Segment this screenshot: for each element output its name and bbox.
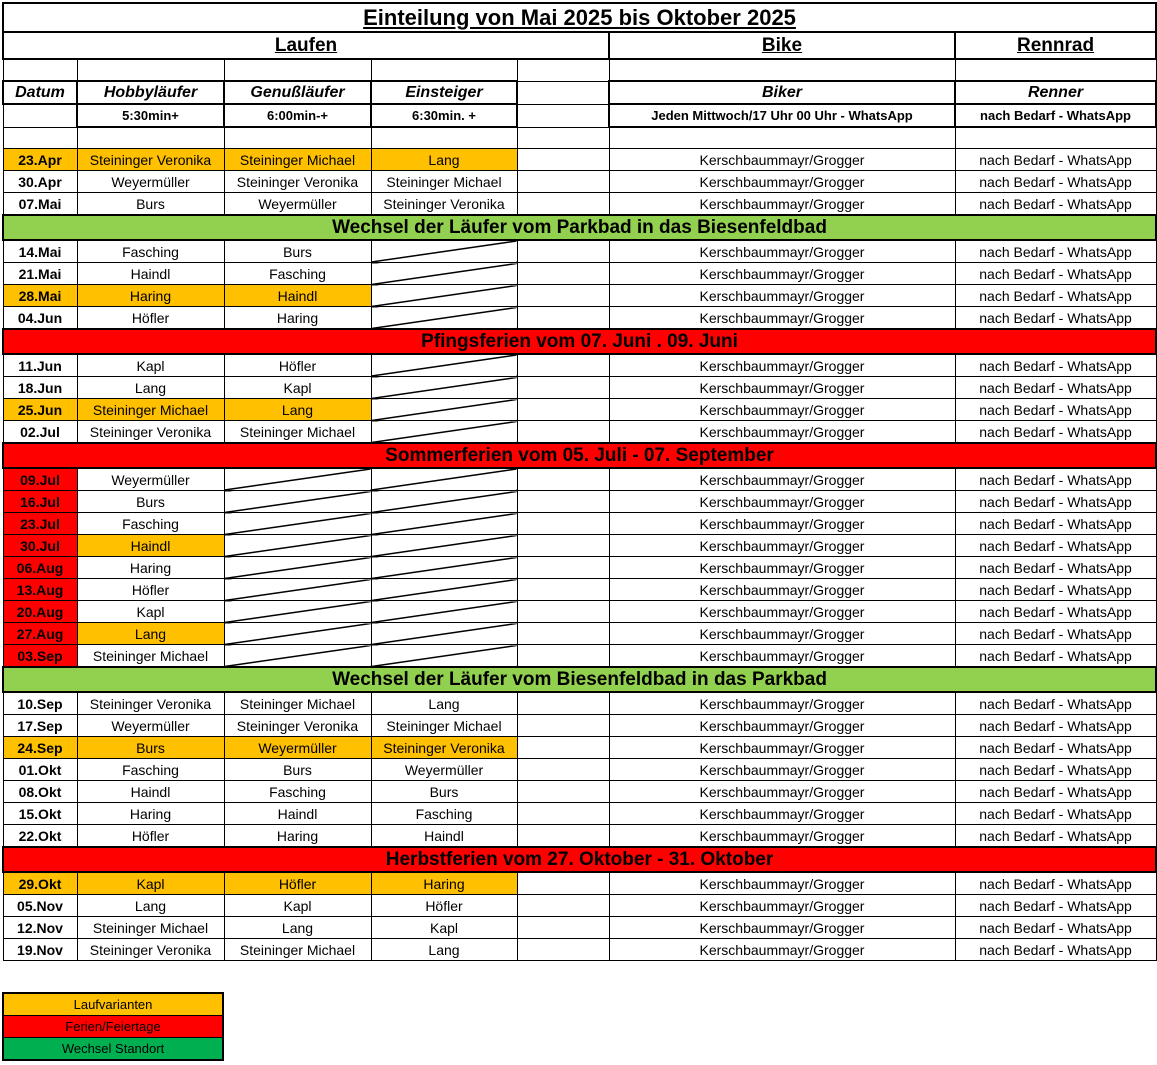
- empty-cell: [517, 623, 609, 645]
- date-cell: 27.Aug: [3, 623, 77, 645]
- genuss-cell: Kapl: [224, 895, 371, 917]
- schedule-row: [3, 399, 1156, 421]
- renner-cell: nach Bedarf - WhatsApp: [955, 354, 1156, 377]
- bike-cell: Kerschbaummayr/Grogger: [609, 759, 955, 781]
- einsteiger-cell: [371, 354, 517, 377]
- schedule-row: [3, 872, 1156, 895]
- genuss-cell: Fasching: [224, 263, 371, 285]
- einsteiger-cell: [371, 285, 517, 307]
- empty-cell: [517, 468, 609, 491]
- einsteiger-cell: Fasching: [371, 803, 517, 825]
- renner-cell: nach Bedarf - WhatsApp: [955, 737, 1156, 759]
- empty-cell: [517, 579, 609, 601]
- hobby-cell: Kapl: [77, 872, 224, 895]
- empty-cell: [517, 825, 609, 848]
- genuss-cell: Burs: [224, 240, 371, 263]
- empty-cell: [517, 513, 609, 535]
- hobby-cell: Haindl: [77, 535, 224, 557]
- genuss-cell: Lang: [224, 917, 371, 939]
- separator-banner: Herbstferien vom 27. Oktober - 31. Oktober: [3, 847, 1156, 872]
- renner-cell: nach Bedarf - WhatsApp: [955, 307, 1156, 330]
- hobby-cell: Lang: [77, 895, 224, 917]
- group-laufen: Laufen: [3, 32, 609, 59]
- hobby-cell: Haindl: [77, 781, 224, 803]
- empty-cell: [517, 59, 609, 81]
- einsteiger-cell: Höfler: [371, 895, 517, 917]
- schedule-row: [3, 193, 1156, 216]
- sheet-title: Einteilung von Mai 2025 bis Oktober 2025: [3, 3, 1156, 32]
- renner-cell: nach Bedarf - WhatsApp: [955, 377, 1156, 399]
- bike-cell: Kerschbaummayr/Grogger: [609, 513, 955, 535]
- genuss-cell: Haindl: [224, 803, 371, 825]
- genuss-cell: Steininger Veronika: [224, 171, 371, 193]
- renner-cell: nach Bedarf - WhatsApp: [955, 601, 1156, 623]
- date-cell: 14.Mai: [3, 240, 77, 263]
- speed-einsteiger: 6:30min. +: [371, 104, 517, 127]
- hobby-cell: Steininger Veronika: [77, 421, 224, 444]
- bike-cell: Kerschbaummayr/Grogger: [609, 623, 955, 645]
- hobby-cell: Burs: [77, 193, 224, 216]
- date-cell: 06.Aug: [3, 557, 77, 579]
- empty-cell: [517, 737, 609, 759]
- einsteiger-cell: Haring: [371, 872, 517, 895]
- einsteiger-cell: [371, 468, 517, 491]
- empty-cell: [517, 645, 609, 668]
- empty-cell: [517, 939, 609, 961]
- bike-cell: Kerschbaummayr/Grogger: [609, 601, 955, 623]
- bike-cell: Kerschbaummayr/Grogger: [609, 715, 955, 737]
- separator-row: [3, 443, 1156, 468]
- empty-cell: [609, 59, 955, 81]
- empty-cell: [517, 240, 609, 263]
- bike-cell: Kerschbaummayr/Grogger: [609, 803, 955, 825]
- genuss-cell: Höfler: [224, 872, 371, 895]
- einsteiger-cell: [371, 240, 517, 263]
- renner-cell: nach Bedarf - WhatsApp: [955, 803, 1156, 825]
- bike-cell: Kerschbaummayr/Grogger: [609, 240, 955, 263]
- genuss-cell: [224, 468, 371, 491]
- bike-cell: Kerschbaummayr/Grogger: [609, 149, 955, 171]
- renner-cell: nach Bedarf - WhatsApp: [955, 579, 1156, 601]
- schedule-row: [3, 285, 1156, 307]
- date-cell: 01.Okt: [3, 759, 77, 781]
- col-header-renner: Renner: [955, 81, 1156, 104]
- separator-banner: Pfingsferien vom 07. Juni . 09. Juni: [3, 329, 1156, 354]
- empty-cell: [517, 421, 609, 444]
- einsteiger-cell: Steininger Veronika: [371, 193, 517, 216]
- schedule-row: [3, 737, 1156, 759]
- renner-cell: nach Bedarf - WhatsApp: [955, 645, 1156, 668]
- bike-cell: Kerschbaummayr/Grogger: [609, 377, 955, 399]
- renner-cell: nach Bedarf - WhatsApp: [955, 895, 1156, 917]
- empty-cell: [517, 535, 609, 557]
- renner-cell: nach Bedarf - WhatsApp: [955, 781, 1156, 803]
- schedule-row: [3, 149, 1156, 171]
- schedule-row: [3, 307, 1156, 330]
- einsteiger-cell: [371, 377, 517, 399]
- col-header-hobby: Hobbyläufer: [77, 81, 224, 104]
- genuss-cell: [224, 491, 371, 513]
- genuss-cell: Steininger Michael: [224, 149, 371, 171]
- einsteiger-cell: [371, 535, 517, 557]
- date-cell: 16.Jul: [3, 491, 77, 513]
- hobby-cell: Steininger Michael: [77, 399, 224, 421]
- date-cell: 17.Sep: [3, 715, 77, 737]
- hobby-cell: Fasching: [77, 759, 224, 781]
- einsteiger-cell: [371, 645, 517, 668]
- renner-cell: nach Bedarf - WhatsApp: [955, 825, 1156, 848]
- empty-cell: [77, 59, 224, 81]
- group-rennrad: Rennrad: [955, 32, 1156, 59]
- legend-item: Ferien/Feiertage: [4, 1016, 222, 1038]
- hobby-cell: Weyermüller: [77, 171, 224, 193]
- date-cell: 23.Apr: [3, 149, 77, 171]
- bike-cell: Kerschbaummayr/Grogger: [609, 193, 955, 216]
- hobby-cell: Steininger Michael: [77, 917, 224, 939]
- hobby-cell: Lang: [77, 623, 224, 645]
- date-cell: 02.Jul: [3, 421, 77, 444]
- date-cell: 25.Jun: [3, 399, 77, 421]
- einsteiger-cell: Kapl: [371, 917, 517, 939]
- einsteiger-cell: Lang: [371, 939, 517, 961]
- empty-cell: [517, 104, 609, 127]
- schedule-row: [3, 557, 1156, 579]
- schedule-row: [3, 623, 1156, 645]
- date-cell: 03.Sep: [3, 645, 77, 668]
- date-cell: 21.Mai: [3, 263, 77, 285]
- empty-cell: [517, 715, 609, 737]
- date-cell: 04.Jun: [3, 307, 77, 330]
- renner-cell: nach Bedarf - WhatsApp: [955, 240, 1156, 263]
- genuss-cell: [224, 513, 371, 535]
- genuss-cell: [224, 645, 371, 668]
- schedule-row: [3, 759, 1156, 781]
- date-cell: 15.Okt: [3, 803, 77, 825]
- schedule-row: [3, 513, 1156, 535]
- col-header-biker: Biker: [609, 81, 955, 104]
- renner-cell: nach Bedarf - WhatsApp: [955, 149, 1156, 171]
- einsteiger-cell: [371, 307, 517, 330]
- date-cell: 11.Jun: [3, 354, 77, 377]
- empty-cell: [517, 354, 609, 377]
- renner-cell: nach Bedarf - WhatsApp: [955, 399, 1156, 421]
- hobby-cell: Höfler: [77, 579, 224, 601]
- separator-row: [3, 847, 1156, 872]
- empty-cell: [517, 193, 609, 216]
- schedule-table: [2, 2, 1157, 961]
- genuss-cell: Weyermüller: [224, 737, 371, 759]
- separator-row: [3, 329, 1156, 354]
- genuss-cell: Fasching: [224, 781, 371, 803]
- empty-cell: [517, 307, 609, 330]
- speed-hobby: 5:30min+: [77, 104, 224, 127]
- genuss-cell: Haring: [224, 307, 371, 330]
- bike-cell: Kerschbaummayr/Grogger: [609, 171, 955, 193]
- empty-cell: [955, 59, 1156, 81]
- empty-cell: [517, 81, 609, 104]
- date-cell: 12.Nov: [3, 917, 77, 939]
- group-bike: Bike: [609, 32, 955, 59]
- einsteiger-cell: Lang: [371, 149, 517, 171]
- empty-cell: [955, 127, 1156, 149]
- renner-cell: nach Bedarf - WhatsApp: [955, 759, 1156, 781]
- einsteiger-cell: [371, 399, 517, 421]
- speed-genuss: 6:00min-+: [224, 104, 371, 127]
- empty-cell: [517, 399, 609, 421]
- genuss-cell: [224, 535, 371, 557]
- legend-item: Wechsel Standort: [4, 1038, 222, 1059]
- bike-cell: Kerschbaummayr/Grogger: [609, 645, 955, 668]
- einsteiger-cell: [371, 601, 517, 623]
- empty-cell: [371, 59, 517, 81]
- date-cell: 30.Jul: [3, 535, 77, 557]
- speed-biker: Jeden Mittwoch/17 Uhr 00 Uhr - WhatsApp: [609, 104, 955, 127]
- genuss-cell: [224, 601, 371, 623]
- date-cell: 18.Jun: [3, 377, 77, 399]
- renner-cell: nach Bedarf - WhatsApp: [955, 917, 1156, 939]
- schedule-row: [3, 895, 1156, 917]
- bike-cell: Kerschbaummayr/Grogger: [609, 535, 955, 557]
- einsteiger-cell: [371, 579, 517, 601]
- empty-cell: [517, 285, 609, 307]
- empty-cell: [517, 759, 609, 781]
- renner-cell: nach Bedarf - WhatsApp: [955, 421, 1156, 444]
- renner-cell: nach Bedarf - WhatsApp: [955, 872, 1156, 895]
- genuss-cell: Haindl: [224, 285, 371, 307]
- renner-cell: nach Bedarf - WhatsApp: [955, 557, 1156, 579]
- bike-cell: Kerschbaummayr/Grogger: [609, 421, 955, 444]
- einsteiger-cell: [371, 421, 517, 444]
- date-cell: 22.Okt: [3, 825, 77, 848]
- bike-cell: Kerschbaummayr/Grogger: [609, 825, 955, 848]
- col-header-datum: Datum: [3, 81, 77, 104]
- date-cell: 05.Nov: [3, 895, 77, 917]
- genuss-cell: Höfler: [224, 354, 371, 377]
- hobby-cell: Haring: [77, 557, 224, 579]
- renner-cell: nach Bedarf - WhatsApp: [955, 285, 1156, 307]
- renner-cell: nach Bedarf - WhatsApp: [955, 468, 1156, 491]
- einsteiger-cell: [371, 513, 517, 535]
- date-cell: 08.Okt: [3, 781, 77, 803]
- hobby-cell: Haring: [77, 803, 224, 825]
- hobby-cell: Fasching: [77, 240, 224, 263]
- empty-cell: [517, 692, 609, 715]
- schedule-row: [3, 825, 1156, 848]
- date-cell: 09.Jul: [3, 468, 77, 491]
- bike-cell: Kerschbaummayr/Grogger: [609, 468, 955, 491]
- empty-cell: [517, 127, 609, 149]
- schedule-row: [3, 692, 1156, 715]
- bike-cell: Kerschbaummayr/Grogger: [609, 354, 955, 377]
- genuss-cell: Steininger Michael: [224, 692, 371, 715]
- bike-cell: Kerschbaummayr/Grogger: [609, 491, 955, 513]
- schedule-row: [3, 421, 1156, 444]
- date-cell: 29.Okt: [3, 872, 77, 895]
- hobby-cell: Fasching: [77, 513, 224, 535]
- hobby-cell: Steininger Michael: [77, 645, 224, 668]
- empty-cell: [517, 895, 609, 917]
- genuss-cell: Lang: [224, 399, 371, 421]
- bike-cell: Kerschbaummayr/Grogger: [609, 307, 955, 330]
- empty-cell: [517, 263, 609, 285]
- empty-cell: [224, 127, 371, 149]
- bike-cell: Kerschbaummayr/Grogger: [609, 263, 955, 285]
- genuss-cell: [224, 557, 371, 579]
- renner-cell: nach Bedarf - WhatsApp: [955, 535, 1156, 557]
- genuss-cell: Haring: [224, 825, 371, 848]
- date-cell: 28.Mai: [3, 285, 77, 307]
- bike-cell: Kerschbaummayr/Grogger: [609, 737, 955, 759]
- einsteiger-cell: [371, 623, 517, 645]
- date-cell: 30.Apr: [3, 171, 77, 193]
- einsteiger-cell: Steininger Michael: [371, 715, 517, 737]
- genuss-cell: Steininger Michael: [224, 939, 371, 961]
- schedule-row: [3, 803, 1156, 825]
- schedule-row: [3, 377, 1156, 399]
- hobby-cell: Steininger Veronika: [77, 939, 224, 961]
- empty-cell: [517, 557, 609, 579]
- renner-cell: nach Bedarf - WhatsApp: [955, 491, 1156, 513]
- empty-cell: [3, 127, 77, 149]
- einsteiger-cell: Steininger Michael: [371, 171, 517, 193]
- empty-cell: [77, 127, 224, 149]
- empty-cell: [371, 127, 517, 149]
- renner-cell: nach Bedarf - WhatsApp: [955, 263, 1156, 285]
- genuss-cell: Steininger Veronika: [224, 715, 371, 737]
- hobby-cell: Lang: [77, 377, 224, 399]
- legend-item: Laufvarianten: [4, 994, 222, 1016]
- empty-cell: [517, 149, 609, 171]
- bike-cell: Kerschbaummayr/Grogger: [609, 285, 955, 307]
- bike-cell: Kerschbaummayr/Grogger: [609, 781, 955, 803]
- schedule-row: [3, 354, 1156, 377]
- schedule-row: [3, 645, 1156, 668]
- einsteiger-cell: Lang: [371, 692, 517, 715]
- hobby-cell: Kapl: [77, 354, 224, 377]
- einsteiger-cell: [371, 491, 517, 513]
- schedule-row: [3, 601, 1156, 623]
- schedule-row: [3, 263, 1156, 285]
- genuss-cell: [224, 579, 371, 601]
- date-cell: 13.Aug: [3, 579, 77, 601]
- schedule-row: [3, 240, 1156, 263]
- bike-cell: Kerschbaummayr/Grogger: [609, 917, 955, 939]
- separator-banner: Sommerferien vom 05. Juli - 07. September: [3, 443, 1156, 468]
- date-cell: 10.Sep: [3, 692, 77, 715]
- einsteiger-cell: Haindl: [371, 825, 517, 848]
- genuss-cell: Steininger Michael: [224, 421, 371, 444]
- hobby-cell: Haindl: [77, 263, 224, 285]
- schedule-row: [3, 939, 1156, 961]
- hobby-cell: Steininger Veronika: [77, 149, 224, 171]
- einsteiger-cell: Steininger Veronika: [371, 737, 517, 759]
- hobby-cell: Höfler: [77, 307, 224, 330]
- bike-cell: Kerschbaummayr/Grogger: [609, 895, 955, 917]
- separator-banner: Wechsel der Läufer vom Parkbad in das Biesenfeldbad: [3, 215, 1156, 240]
- schedule-row: [3, 535, 1156, 557]
- col-header-einsteiger: Einsteiger: [371, 81, 517, 104]
- bike-cell: Kerschbaummayr/Grogger: [609, 939, 955, 961]
- separator-banner: Wechsel der Läufer vom Biesenfeldbad in das Parkbad: [3, 667, 1156, 692]
- bike-cell: Kerschbaummayr/Grogger: [609, 579, 955, 601]
- schedule-row: [3, 579, 1156, 601]
- hobby-cell: Weyermüller: [77, 715, 224, 737]
- hobby-cell: Weyermüller: [77, 468, 224, 491]
- bike-cell: Kerschbaummayr/Grogger: [609, 872, 955, 895]
- legend: [2, 992, 224, 1061]
- empty-cell: [517, 377, 609, 399]
- empty-cell: [224, 59, 371, 81]
- einsteiger-cell: [371, 263, 517, 285]
- separator-row: [3, 667, 1156, 692]
- empty-cell: [517, 171, 609, 193]
- empty-cell: [3, 59, 77, 81]
- date-cell: 19.Nov: [3, 939, 77, 961]
- renner-cell: nach Bedarf - WhatsApp: [955, 513, 1156, 535]
- einsteiger-cell: [371, 557, 517, 579]
- renner-cell: nach Bedarf - WhatsApp: [955, 171, 1156, 193]
- renner-cell: nach Bedarf - WhatsApp: [955, 692, 1156, 715]
- empty-cell: [609, 127, 955, 149]
- renner-cell: nach Bedarf - WhatsApp: [955, 623, 1156, 645]
- renner-cell: nach Bedarf - WhatsApp: [955, 715, 1156, 737]
- col-header-genuss: Genußläufer: [224, 81, 371, 104]
- date-cell: 07.Mai: [3, 193, 77, 216]
- einsteiger-cell: Weyermüller: [371, 759, 517, 781]
- date-cell: 20.Aug: [3, 601, 77, 623]
- date-cell: 24.Sep: [3, 737, 77, 759]
- hobby-cell: Burs: [77, 737, 224, 759]
- renner-cell: nach Bedarf - WhatsApp: [955, 939, 1156, 961]
- renner-cell: nach Bedarf - WhatsApp: [955, 193, 1156, 216]
- schedule-row: [3, 171, 1156, 193]
- empty-cell: [517, 803, 609, 825]
- speed-renner: nach Bedarf - WhatsApp: [955, 104, 1156, 127]
- bike-cell: Kerschbaummayr/Grogger: [609, 557, 955, 579]
- separator-row: [3, 215, 1156, 240]
- schedule-row: [3, 781, 1156, 803]
- schedule-row: [3, 917, 1156, 939]
- empty-cell: [517, 491, 609, 513]
- date-cell: 23.Jul: [3, 513, 77, 535]
- genuss-cell: Burs: [224, 759, 371, 781]
- schedule-row: [3, 468, 1156, 491]
- hobby-cell: Höfler: [77, 825, 224, 848]
- genuss-cell: Kapl: [224, 377, 371, 399]
- hobby-cell: Haring: [77, 285, 224, 307]
- hobby-cell: Steininger Veronika: [77, 692, 224, 715]
- empty-cell: [517, 601, 609, 623]
- schedule-row: [3, 491, 1156, 513]
- hobby-cell: Kapl: [77, 601, 224, 623]
- empty-cell: [517, 781, 609, 803]
- schedule-row: [3, 715, 1156, 737]
- bike-cell: Kerschbaummayr/Grogger: [609, 399, 955, 421]
- bike-cell: Kerschbaummayr/Grogger: [609, 692, 955, 715]
- genuss-cell: [224, 623, 371, 645]
- empty-cell: [517, 872, 609, 895]
- einsteiger-cell: Burs: [371, 781, 517, 803]
- genuss-cell: Weyermüller: [224, 193, 371, 216]
- hobby-cell: Burs: [77, 491, 224, 513]
- empty-cell: [517, 917, 609, 939]
- empty-cell: [3, 104, 77, 127]
